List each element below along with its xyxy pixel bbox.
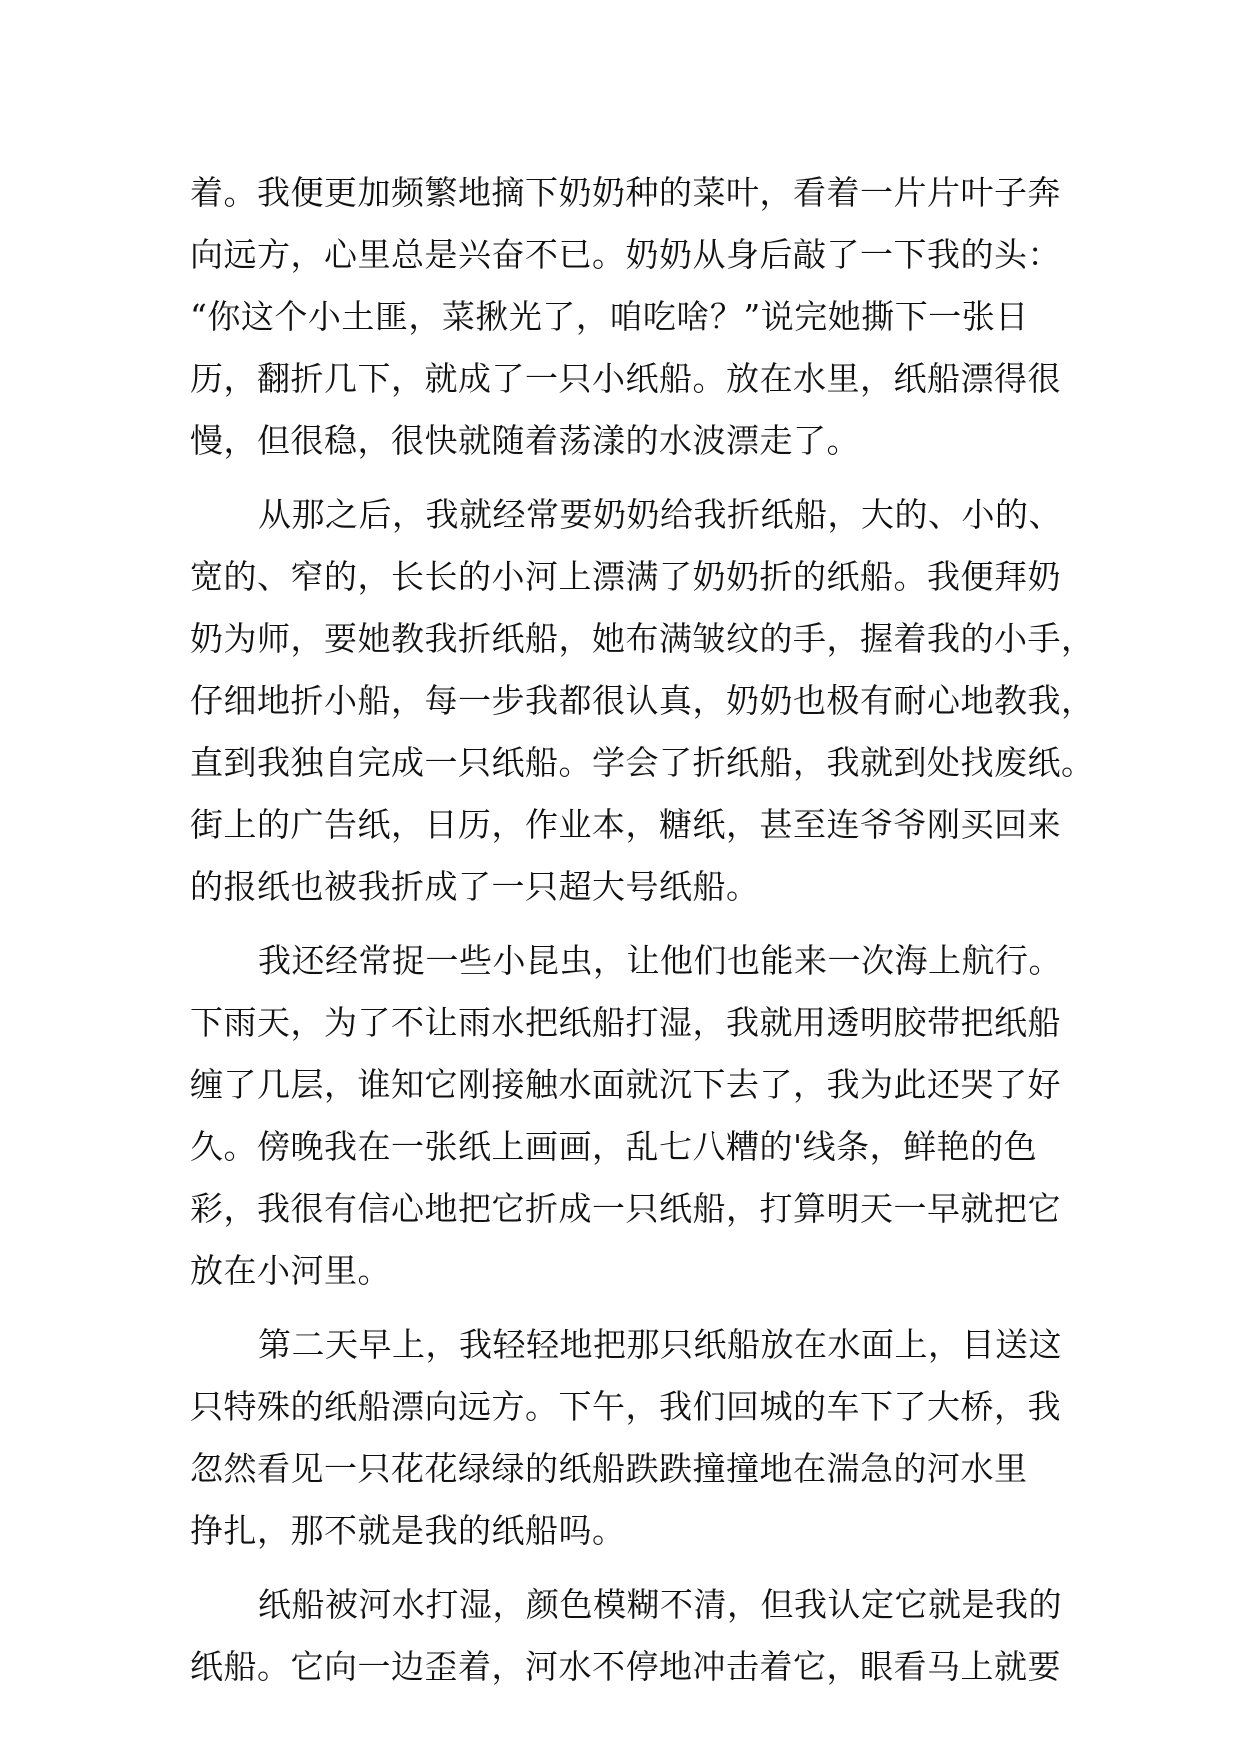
paragraph-1-line-2: 向远方，心里总是兴奋不已。奶奶从身后敲了一下我的头： — [190, 235, 1061, 274]
body-text — [190, 162, 1095, 1698]
paragraph-1-line-4: 历，翻折几下，就成了一只小纸船。放在水里，纸船漂得很 — [190, 359, 1061, 398]
paragraph-2-line-1: 从那之后，我就经常要奶奶给我折纸船，大的、小的、 — [258, 495, 1062, 534]
paragraph-2-line-5: 直到我独自完成一只纸船。学会了折纸船，我就到处找废纸。 — [190, 743, 1095, 782]
paragraph-1-line-5: 慢，但很稳，很快就随着荡漾的水波漂走了。 — [190, 421, 860, 460]
paragraph-3-line-2: 下雨天，为了不让雨水把纸船打湿，我就用透明胶带把纸船 — [190, 1003, 1061, 1042]
paragraph-3-line-6: 放在小河里。 — [190, 1251, 391, 1290]
paragraph-2-line-3: 奶为师，要她教我折纸船，她布满皱纹的手，握着我的小手， — [190, 619, 1095, 658]
paragraph-1-line-1: 着。我便更加频繁地摘下奶奶种的菜叶，看着一片片叶子奔 — [190, 173, 1061, 212]
paragraph-2-line-6: 街上的广告纸，日历，作业本，糖纸，甚至连爷爷刚买回来 — [190, 805, 1061, 844]
paragraph-3-line-5: 彩，我很有信心地把它折成一只纸船，打算明天一早就把它 — [190, 1189, 1061, 1228]
paragraph-2-line-4: 仔细地折小船，每一步我都很认真，奶奶也极有耐心地教我， — [190, 681, 1095, 720]
paragraph-1-line-3: “你这个小土匪，菜揪光了，咱吃啥？”说完她撕下一张日 — [190, 297, 1029, 336]
paragraph-4-line-2: 只特殊的纸船漂向远方。下午，我们回城的车下了大桥，我 — [190, 1387, 1061, 1426]
paragraph-2-line-7: 的报纸也被我折成了一只超大号纸船。 — [190, 867, 760, 906]
paragraph-4-line-4: 挣扎，那不就是我的纸船吗。 — [190, 1511, 626, 1550]
paragraph-3-line-1: 我还经常捉一些小昆虫，让他们也能来一次海上航行。 — [258, 941, 1062, 980]
paragraph-4-line-1: 第二天早上，我轻轻地把那只纸船放在水面上，目送这 — [258, 1325, 1062, 1364]
paragraph-5-line-1: 纸船被河水打湿，颜色模糊不清，但我认定它就是我的 — [258, 1585, 1062, 1624]
paragraph-2-line-2: 宽的、窄的，长长的小河上漂满了奶奶折的纸船。我便拜奶 — [190, 557, 1061, 596]
paragraph-3-line-3: 缠了几层，谁知它刚接触水面就沉下去了，我为此还哭了好 — [190, 1065, 1061, 1104]
paragraph-5-line-2: 纸船。它向一边歪着，河水不停地冲击着它，眼看马上就要 — [190, 1647, 1061, 1686]
paragraph-4-line-3: 忽然看见一只花花绿绿的纸船跌跌撞撞地在湍急的河水里 — [190, 1449, 1028, 1488]
paragraph-3-line-4: 久。傍晚我在一张纸上画画，乱七八糟的'线条，鲜艳的色 — [190, 1127, 1038, 1166]
